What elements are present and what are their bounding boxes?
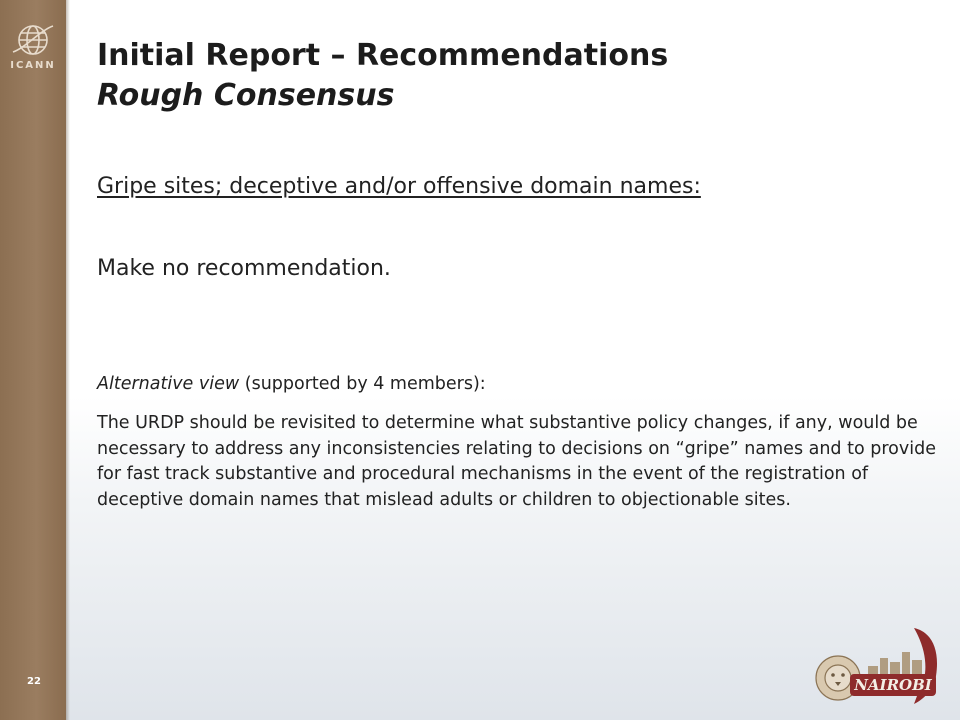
alternative-view-heading: [97, 374, 486, 394]
alternative-view-support: (supported by 4 members):: [239, 374, 486, 394]
emblem-text: NAIROBI: [854, 676, 932, 694]
slide-number: 22: [27, 676, 41, 687]
alternative-view-label: Alternative view: [97, 374, 240, 394]
alternative-view-body: The URDP should be revisited to determine what substantive policy changes, if any, would be necessary to address any inconsistencies relating to decisions on “gripe” names and to provide for fast track substantive and procedural mechanisms in the event of the registration of deceptive domain names that mislead adults or children to objectionable sites.: [97, 413, 936, 510]
icann-logo: [7, 22, 59, 71]
logo-text: ICANN: [10, 60, 56, 71]
recommendation-statement: Make no recommendation.: [97, 256, 391, 281]
title-line-1: Initial Report – Recommendations: [97, 38, 669, 73]
sidebar: [0, 0, 66, 720]
title-line-2: Rough Consensus: [97, 78, 395, 113]
globe-icon: [7, 22, 59, 62]
nairobi-logo-graphic: [810, 622, 950, 714]
sidebar-shadow: [66, 0, 70, 720]
section-subheading: Gripe sites; deceptive and/or offensive domain names:: [97, 174, 701, 199]
slide-title: [97, 36, 927, 116]
nairobi-emblem: [810, 622, 950, 714]
